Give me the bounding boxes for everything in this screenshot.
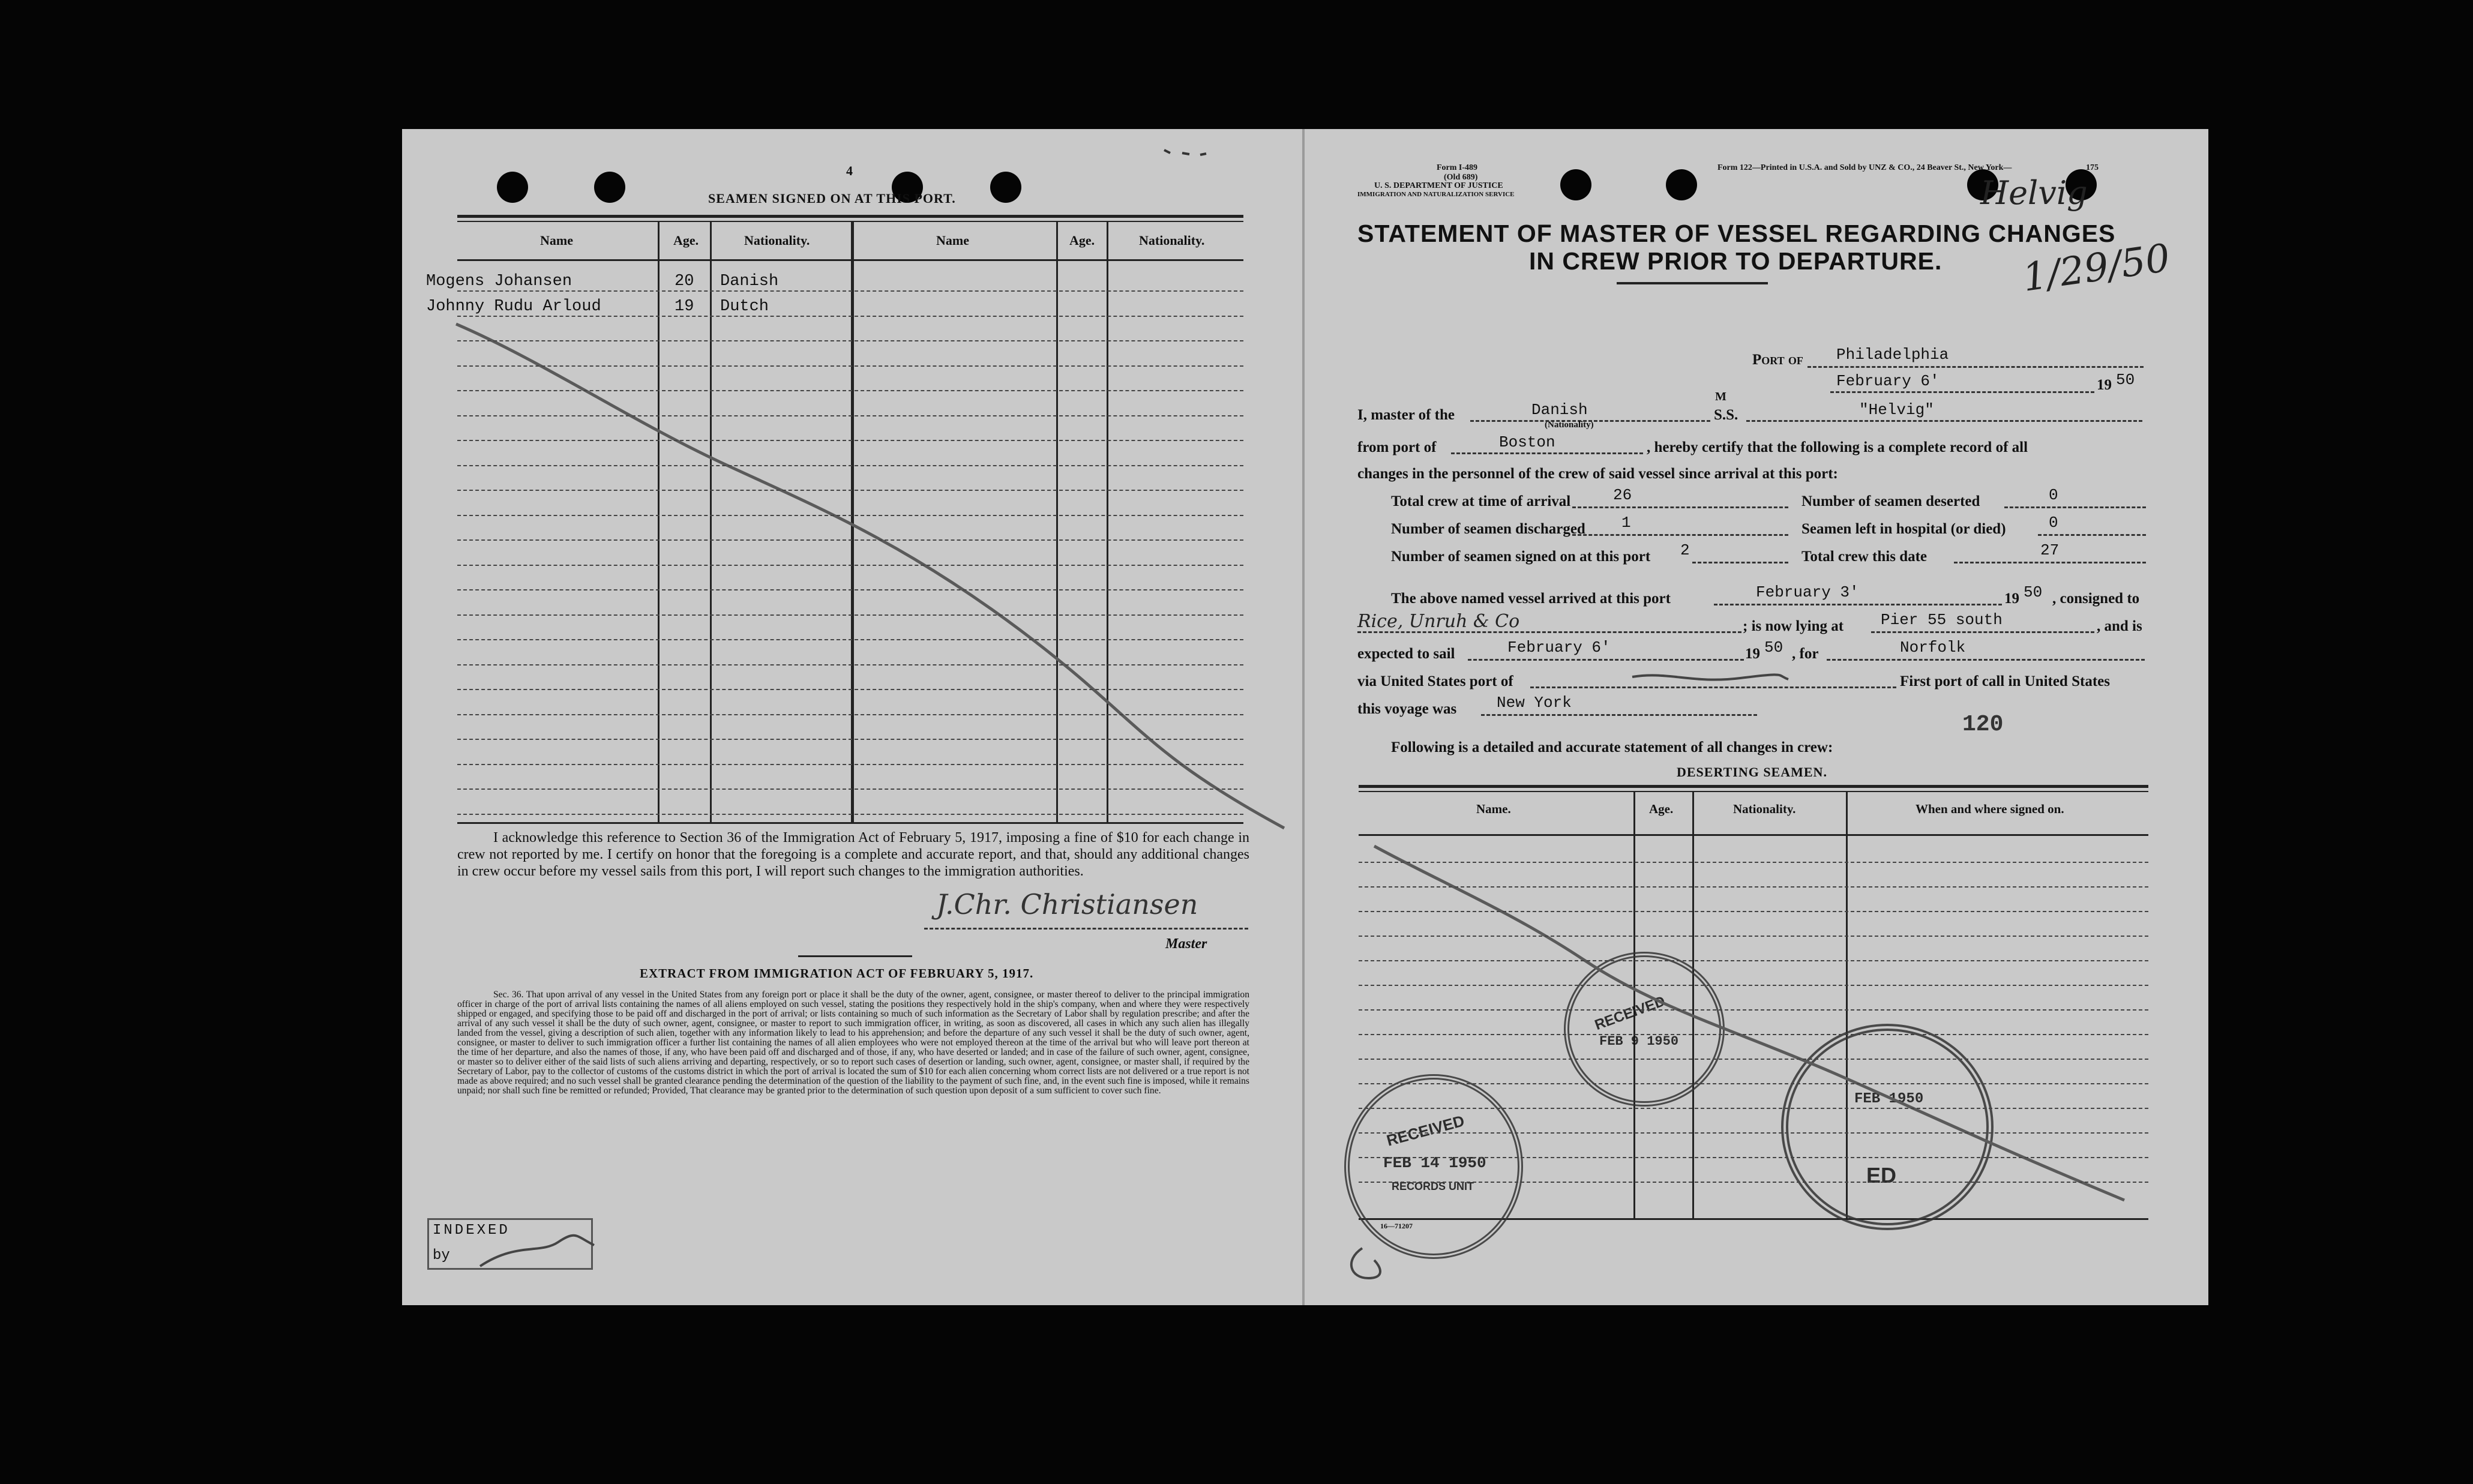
deserting-col-name: Name. <box>1476 802 1511 816</box>
row-name: Johnny Rudu Arloud <box>426 298 601 316</box>
sail-year-prefix: 19 <box>1745 646 1760 662</box>
stamp-received-text: RECEIVED <box>1592 993 1668 1034</box>
consignee-value: Rice, Unruh & Co <box>1357 611 1520 632</box>
deserting-title: DESERTING SEAMEN. <box>1677 765 1827 780</box>
vessel-type-s: S.S. <box>1714 407 1738 423</box>
first-port-label: First port of call in United States <box>1900 673 2110 689</box>
total-crew-arrival-label: Total crew at time of arrival <box>1391 493 1571 509</box>
stamp-letters: ED <box>1866 1163 1897 1188</box>
nationality-value: Danish <box>1531 401 1588 419</box>
deserted-label: Number of seamen deserted <box>1801 493 1980 509</box>
nationality-caption: (Nationality) <box>1545 420 1594 430</box>
arrived-year-prefix: 19 <box>2004 590 2019 607</box>
ruled-line <box>1359 1034 2148 1035</box>
ruled-line <box>457 290 1243 292</box>
ruled-line <box>1359 862 2148 863</box>
port-value: Philadelphia <box>1836 346 1949 364</box>
row-age: 19 <box>675 298 694 316</box>
via-label: via United States port of <box>1357 673 1513 689</box>
ruled-line <box>457 465 1243 466</box>
stamp-date: FEB 14 1950 <box>1383 1154 1486 1172</box>
changes-text: changes in the personnel of the crew of said vessel since arrival at this port: <box>1357 466 1838 482</box>
stamp-date: FEB 9 1950 <box>1599 1034 1679 1049</box>
row-age: 20 <box>675 272 694 290</box>
form-title-line1: STATEMENT OF MASTER OF VESSEL REGARDING CHANGES <box>1357 220 2116 247</box>
total-crew-arrival-value: 26 <box>1613 486 1632 504</box>
form-title-line2: IN CREW PRIOR TO DEPARTURE. <box>1529 247 1943 275</box>
port-label: Port of <box>1752 352 1803 368</box>
handwritten-date: 1/29/50 <box>2020 236 2173 301</box>
ruled-line <box>457 340 1243 341</box>
form-number: Form I-489 <box>1437 163 1478 172</box>
service: IMMIGRATION AND NATURALIZATION SERVICE <box>1357 191 1515 198</box>
ruled-line <box>457 739 1243 740</box>
vessel-type-m: M <box>1715 390 1726 403</box>
ruled-line <box>1359 1182 2148 1183</box>
printer-line: Form 122—Printed in U.S.A. and Sold by UNZ & CO., 24 Beaver St., New York— <box>1717 163 2012 172</box>
deserting-col-when-where: When and where signed on. <box>1916 802 2064 816</box>
ruled-line <box>457 614 1243 616</box>
indexed-by: by <box>433 1248 450 1264</box>
footer-code: 16—71207 <box>1380 1222 1413 1230</box>
cancel-line-left <box>456 324 1284 828</box>
col-header-nationality: Nationality. <box>1139 233 1205 248</box>
ruled-line <box>1359 985 2148 986</box>
date-value: February 6' <box>1836 372 1940 390</box>
vessel-name-value: "Helvig" <box>1859 401 1934 419</box>
scribble <box>1632 674 1788 679</box>
deserting-col-age: Age. <box>1649 802 1674 816</box>
ruled-line <box>1359 936 2148 937</box>
from-port-label: from port of <box>1357 439 1437 455</box>
row-nationality: Dutch <box>720 298 769 316</box>
for-label: , for <box>1792 646 1819 662</box>
certify-text: , hereby certify that the following is a complete record of all <box>1647 439 2028 455</box>
acknowledgement-text: I acknowledge this reference to Section 36 of the Immigration Act of February 5, 1917, imposing a fine of $10 for each change in crew not reported by me. I certify on honor that the foregoing is a complete and accurate report, and that, should any additional changes in crew occur before my vessel sails from this port, I will report such changes to the immigration authorities. <box>457 830 1249 879</box>
ruled-line <box>457 440 1243 441</box>
row-name: Mogens Johansen <box>426 272 572 290</box>
arrived-year-value: 50 <box>2024 583 2043 601</box>
stamp-received-text: RECEIVED <box>1384 1111 1467 1150</box>
lying-label: ; is now lying at <box>1743 618 1844 634</box>
total-crew-date-label: Total crew this date <box>1801 548 1928 565</box>
ruled-line <box>1359 911 2148 912</box>
ruled-line <box>1359 886 2148 888</box>
ruled-line <box>457 714 1243 715</box>
col-header-nationality: Nationality. <box>744 233 810 248</box>
master-of-label: I, master of the <box>1357 407 1455 423</box>
ruled-line <box>457 316 1243 317</box>
discharged-label: Number of seamen discharged <box>1391 521 1585 537</box>
ruled-line <box>457 539 1243 541</box>
handwritten-vessel-name: Helvig <box>1980 174 2088 212</box>
ruled-line <box>457 365 1243 367</box>
from-port-value: Boston <box>1499 433 1555 451</box>
ruled-line <box>457 814 1243 815</box>
year-prefix: 19 <box>2097 377 2112 393</box>
discharged-value: 1 <box>1621 514 1631 532</box>
ruled-line <box>457 689 1243 690</box>
scribble <box>1351 1248 1380 1278</box>
form-old-number: (Old 689) <box>1444 173 1478 182</box>
ruled-line <box>457 589 1243 590</box>
col-header-age: Age. <box>1069 233 1095 248</box>
hospital-value: 0 <box>2049 514 2058 532</box>
department: U. S. DEPARTMENT OF JUSTICE <box>1374 181 1503 190</box>
ruled-line <box>1359 1009 2148 1011</box>
row-nationality: Danish <box>720 272 779 290</box>
master-label: Master <box>1165 936 1207 952</box>
ruled-line <box>457 415 1243 416</box>
sail-label: expected to sail <box>1357 646 1455 662</box>
sail-date-value: February 6' <box>1507 638 1611 656</box>
ruled-line <box>1359 1108 2148 1109</box>
page-number: 4 <box>846 163 853 178</box>
deserting-col-nationality: Nationality. <box>1733 802 1796 816</box>
ruled-line <box>457 639 1243 640</box>
left-page-title: SEAMEN SIGNED ON AT THIS PORT. <box>708 191 956 206</box>
following-text: Following is a detailed and accurate statement of all changes in crew: <box>1391 739 1833 756</box>
destination-value: Norfolk <box>1900 638 1966 656</box>
ruled-line <box>1359 1059 2148 1060</box>
printer-number: 175 <box>2086 163 2099 172</box>
ruled-line <box>457 764 1243 765</box>
indexed-initials <box>480 1236 594 1266</box>
arrived-label: The above named vessel arrived at this port <box>1391 590 1671 607</box>
signed-on-label: Number of seamen signed on at this port <box>1391 548 1651 565</box>
col-header-age: Age. <box>673 233 699 248</box>
ruled-line <box>1359 960 2148 961</box>
extract-title: EXTRACT FROM IMMIGRATION ACT OF FEBRUARY 5, 1917. <box>640 966 1034 981</box>
master-signature: J.Chr. Christiansen <box>936 888 1198 921</box>
col-header-name: Name <box>936 233 969 248</box>
year-value: 50 <box>2116 371 2135 389</box>
hospital-label: Seamen left in hospital (or died) <box>1801 521 2006 537</box>
consigned-label: , consigned to <box>2052 590 2140 607</box>
ruled-line <box>457 490 1243 491</box>
ruled-line <box>1359 1157 2148 1158</box>
ruled-line <box>457 664 1243 665</box>
ruled-line <box>457 515 1243 516</box>
total-crew-date-value: 27 <box>2040 541 2060 559</box>
and-is: , and is <box>2097 618 2142 634</box>
voyage-label: this voyage was <box>1357 701 1457 717</box>
signed-on-value: 2 <box>1680 541 1690 559</box>
ruled-line <box>457 789 1243 790</box>
cancel-line-right <box>1374 846 2124 1200</box>
extract-text: Sec. 36. That upon arrival of any vessel in the United States from any foreign port or place it shall be the duty of the owner, agent, consignee, or master thereof to deliver to the principal immigration officer in charge of the port of arrival lists containing the names of all aliens employed on such vessel, stating the positions they respectively hold in the ship's company, when and where they were respectively shipped or engaged, and specifying those to be paid off and discharged in the port of arrival; or lists containing so much of such information as the Secretary of Labor shall by regulation prescribe; and after the arrival of any such vessel it shall be the duty of such owner, agent, consignee, or master to report to such immigration officer, in writing, as soon as discovered, all cases in which any such alien has illegally landed from the vessel, giving a description of such alien, together with any information likely to lead to his apprehension; and before the departure of any such vessel it shall be the duty of such owner, agent, consignee, or master to deliver to such immigration officer a further list containing the names of all alien employees who were not employed thereon at the time of the arrival but who will leave port thereon at the time of her departure, and also the names of those, if any, who have been paid off and discharged and of those, if any, who have deserted or landed; and in case of the failure of such owner, agent, consignee, or master so to deliver either of the said lists of such aliens arriving and departing, respectively, or so to report such cases of desertion or landing, such owner, agent, consignee, or master shall, if required by the Secretary of Labor, pay to the collector of customs of the customs district in which the port of arrival is located the sum of $10 for each alien concerning whom correct lists are not delivered or a true report is not made as above required; and no such vessel shall be granted clearance pending the determination of the question of the liability to the payment of such fine, and, in the event such fine is imposed, while it remains unpaid; nor shall such fine be remitted or refunded; Provided, That clearance may be granted prior to the determination of such question upon deposit of a sum sufficient to cover such fine. <box>457 990 1249 1096</box>
pier-value: Pier 55 south <box>1881 611 2003 629</box>
stamped-number: 120 <box>1962 712 2004 737</box>
ruled-line <box>457 565 1243 566</box>
stamp-date: FEB 1950 <box>1854 1091 1924 1107</box>
first-port-value: New York <box>1497 694 1572 712</box>
arrived-date-value: February 3' <box>1756 583 1859 601</box>
ruled-line <box>1359 1132 2148 1134</box>
deserted-value: 0 <box>2049 486 2058 504</box>
col-header-name: Name <box>540 233 573 248</box>
ruled-line <box>457 390 1243 391</box>
stamp-unit: RECORDS UNIT <box>1392 1180 1474 1192</box>
indexed-label: INDEXED <box>433 1222 510 1239</box>
scribble <box>1164 150 1206 155</box>
ruled-line <box>1359 1083 2148 1084</box>
sail-year-value: 50 <box>1764 638 1783 656</box>
